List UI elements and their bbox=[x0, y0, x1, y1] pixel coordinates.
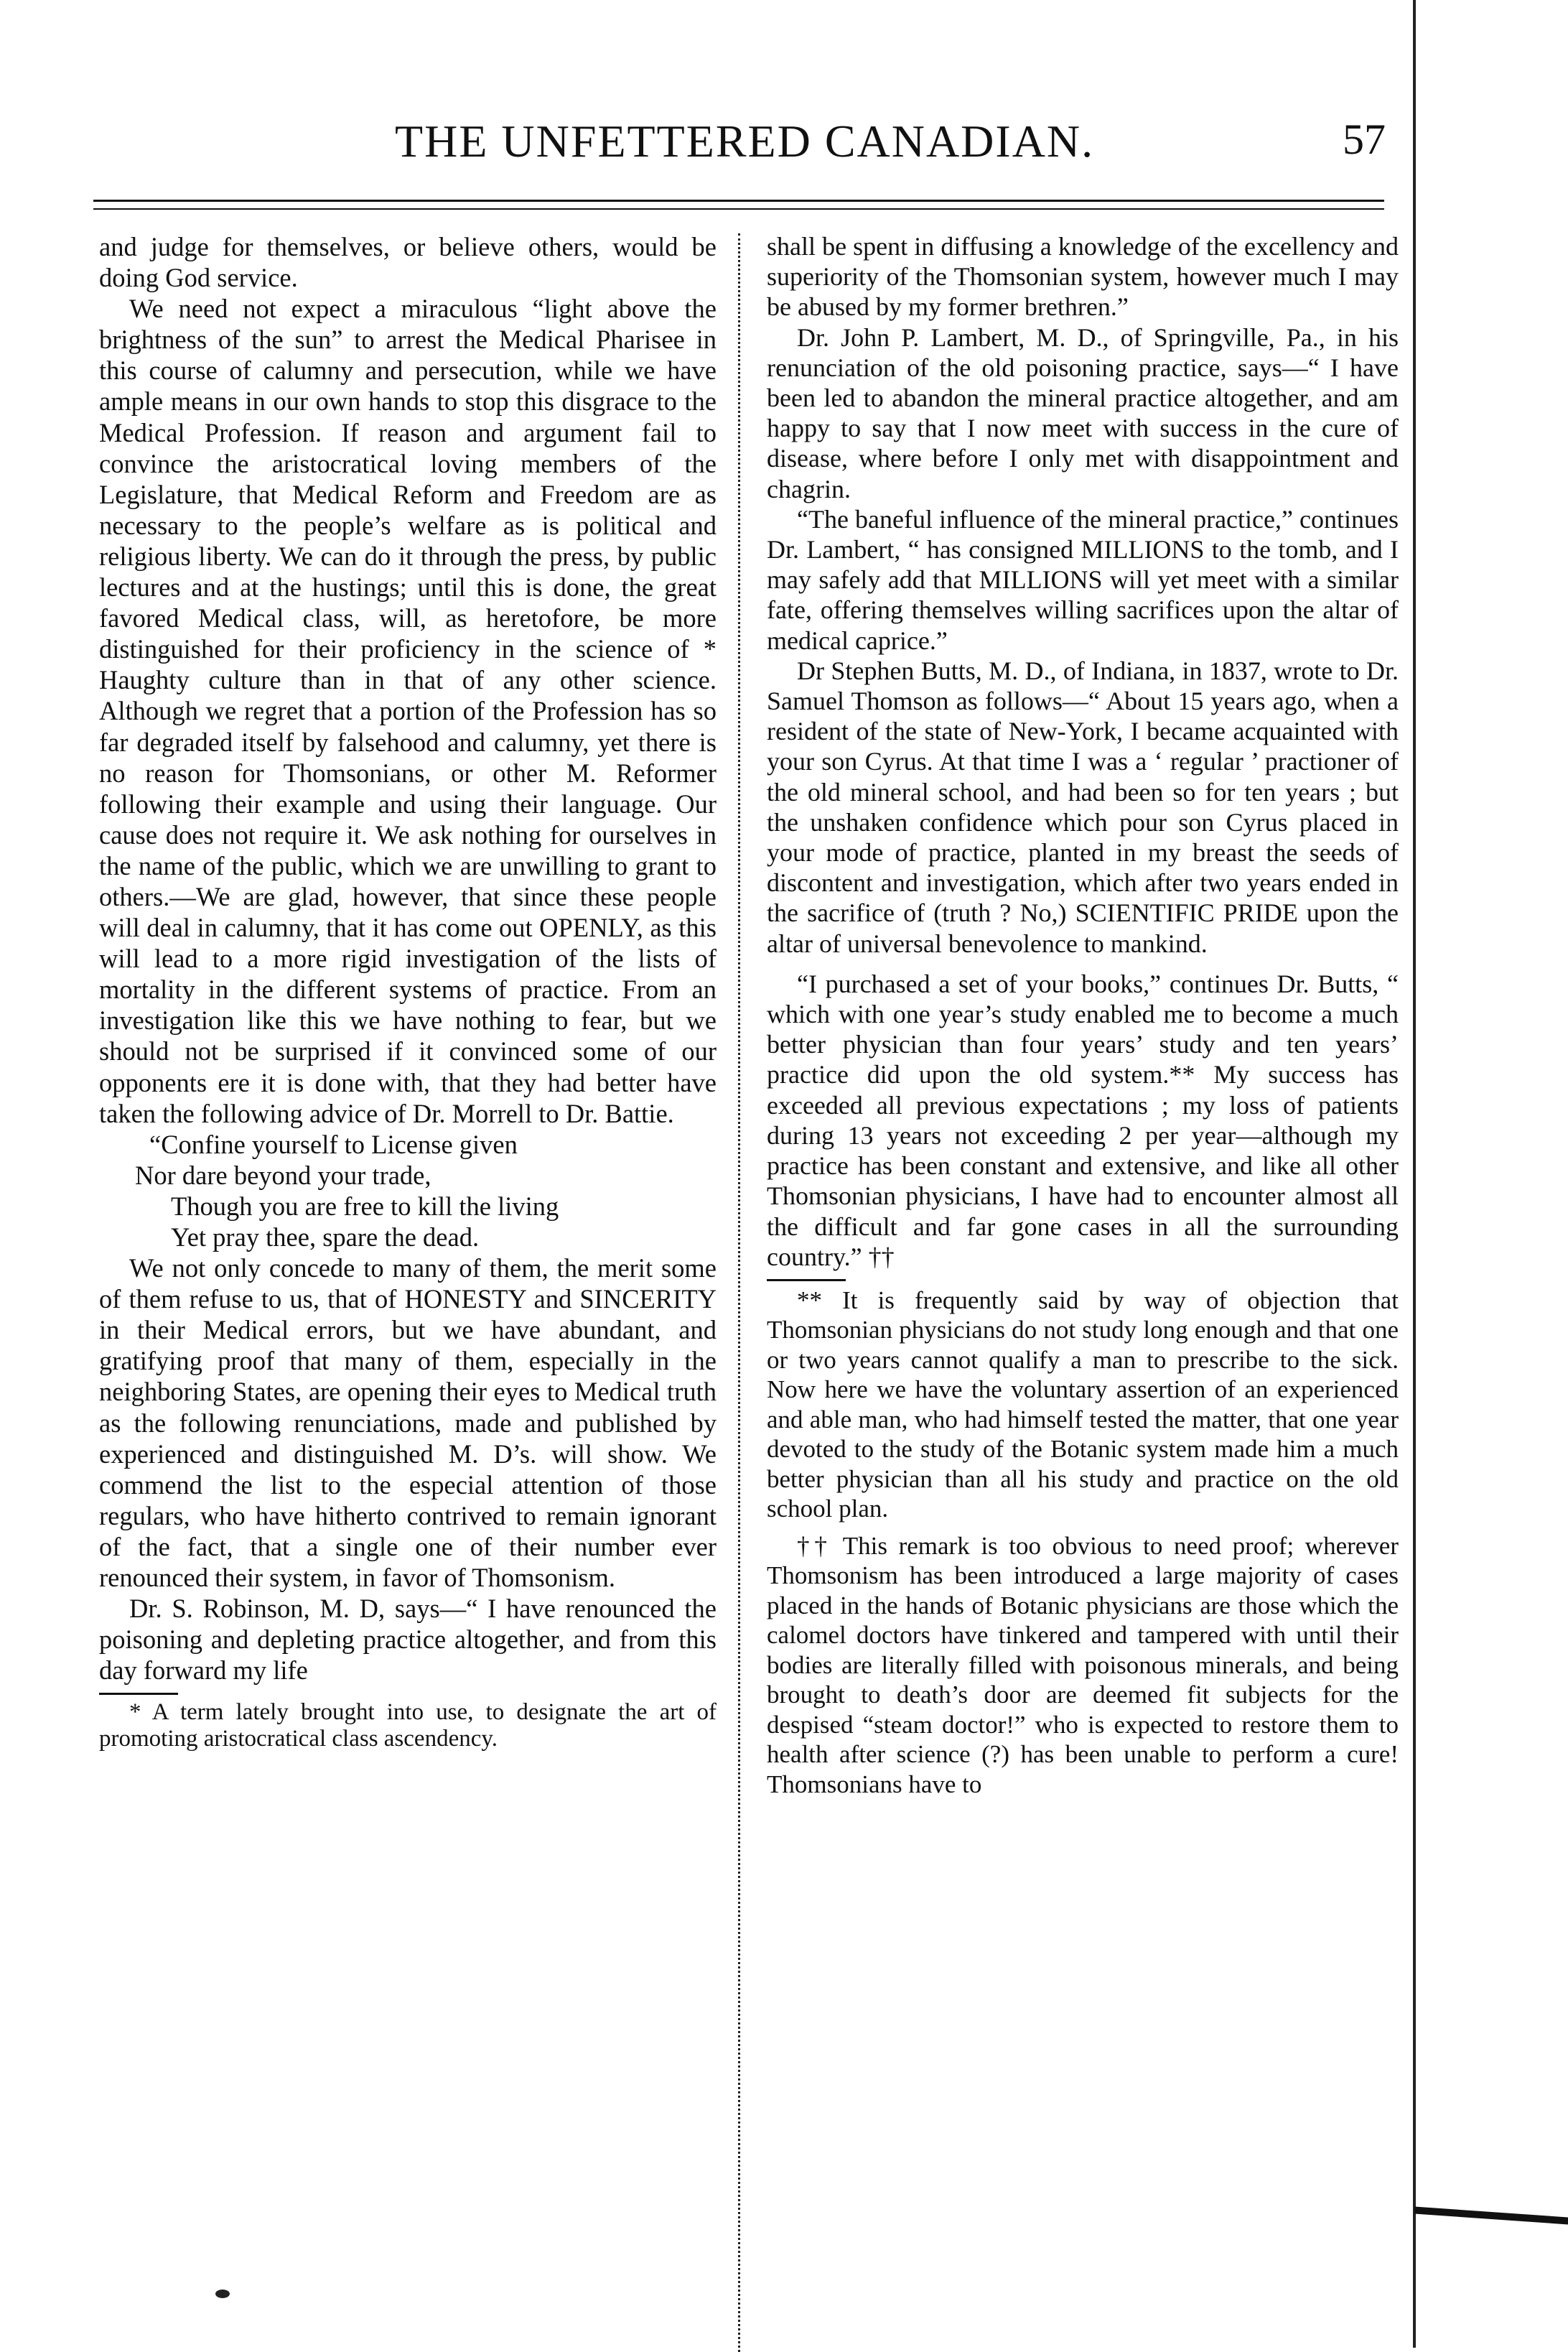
footnote: * A term lately brought into use, to designate the art of promoting aristocratical class ascendency. bbox=[99, 1699, 717, 1752]
header-rule-top bbox=[93, 200, 1384, 202]
note-double-dagger: †† This remark is too obvious to need proof; wherever Thomsonism has been introduced a large majority of cases placed in the hands of Botanic physicians are those which the calomel doctors have tinkered and tampered with until their bodies are literally filled with poisonous minerals, and being brought to death’s door are deemed fit subjects for the despised “steam doctor!” who is expected to restore them to health after science (?) has been unable to perform a cure! Thomsonians have to bbox=[767, 1531, 1399, 1798]
right-column bbox=[767, 231, 1399, 1799]
left-paragraph-3: We not only concede to many of them, the merit some of them refuse to us, that of HONESTY and SINCERITY in their Medical errors, but we have abundant, and gratifying proof that many of them, especially in the neighboring States, are opening their eyes to Medical truth as the following renunciations, made and published by experienced and distinguished M. D’s. will show. We commend the list to the especial attention of those regulars, who have hitherto contrived to remain ignorant of the fact, that a single one of their number ever renounced their system, in favor of Thomsonism. bbox=[99, 1253, 717, 1593]
right-paragraph-3: “The baneful influence of the mineral practice,” continues Dr. Lambert, “ has consigned MILLIONS to the tomb, and I may safely add that MILLIONS will yet meet with a similar fate, offering themselves willing sacrifices upon the altar of medical caprice.” bbox=[767, 504, 1399, 655]
page-number: 57 bbox=[1343, 116, 1386, 163]
footnote-rule bbox=[99, 1693, 178, 1695]
header-rule-bottom bbox=[93, 208, 1384, 210]
right-paragraph-4: Dr Stephen Butts, M. D., of Indiana, in 1837, wrote to Dr. Samuel Thomson as follows—“ About 15 years ago, when a resident of the state of New-York, I became acquainted with your son Cyrus. At that time I was a ‘ regular ’ practioner of the old mineral school, and had been so for ten years ; but the unshaken confidence which pour son Cyrus placed in your mode of practice, planted in my breast the seeds of discontent and investigation, which after two years ended in the sacrifice of (truth ? No,) SCIENTIFIC PRIDE upon the altar of universal benevolence to mankind. bbox=[767, 656, 1399, 958]
running-title: THE UNFETTERED CANADIAN. bbox=[395, 116, 1095, 167]
note-double-star: ** It is frequently said by way of objection that Thomsonian physicians do not study long enough and that one or two years cannot qualify a man to prescribe to the sick. Now here we have the voluntary assertion of an experienced and able man, who had himself tested the matter, that one year devoted to the study of the Botanic system made him a much better physician than all his study and practice on the old school plan. bbox=[767, 1286, 1399, 1523]
page-corner-fold bbox=[1414, 2207, 1568, 2268]
left-paragraph-2: We need not expect a miraculous “light above the brightness of the sun” to arrest the Medical Pharisee in this course of calumny and persecution, while we have ample means in our own hands to stop this disgrace to the Medical Profession. If reason and argument fail to convince the aristocratical loving members of the Legislature, that Medical Reform and Freedom are as necessary to the people’s welfare as is political and religious liberty. We can do it through the press, by public lectures and at the hustings; until this is done, the great favored Medical class, will, as heretofore, be more distinguished for their proficiency in the science of * Haughty culture than in that of any other science. Although we regret that a portion of the Profession has so far degraded itself by falsehood and calumny, yet there is no reason for Thomsonians, or other M. Reformer following their example and using their language. Our cause does not require it. We ask nothing for ourselves in the name of the public, which we are unwilling to grant to others.—We are glad, however, that since these people will deal in calumny, that it has come out OPENLY, as this will lead to a more rigid investigation of the lists of mortality in the different systems of practice. From an investigation like this we have nothing to fear, but we should not be surprised if it convinced some of our opponents ere it is done with, that they had better have taken the following advice of Dr. Morrell to Dr. Battie. bbox=[99, 294, 717, 1128]
verse-line: Yet pray thee, spare the dead. bbox=[171, 1222, 480, 1252]
verse-line: Nor dare beyond your trade, bbox=[135, 1160, 431, 1190]
left-column bbox=[99, 231, 717, 1752]
left-paragraph-1: and judge for themselves, or believe others, would be doing God service. bbox=[99, 232, 717, 293]
right-paragraph-1: shall be spent in diffusing a knowledge of the excellency and superiority of the Thomsonian system, however much I may be abused by my former brethren.” bbox=[767, 232, 1399, 322]
page-edge-line bbox=[1413, 0, 1416, 2348]
verse-line: “Confine yourself to License given bbox=[149, 1129, 518, 1159]
note-rule bbox=[767, 1279, 846, 1281]
ink-mark bbox=[215, 2290, 230, 2298]
verse-line: Though you are free to kill the living bbox=[171, 1191, 559, 1221]
left-paragraph-4: Dr. S. Robinson, M. D, says—“ I have renounced the poisoning and depleting practice altogether, and from this day forward my life bbox=[99, 1594, 717, 1686]
right-paragraph-5: “I purchased a set of your books,” continues Dr. Butts, “ which with one year’s study enabled me to become a much better physician than four years’ study and ten years’ practice did upon the old system.** My success has exceeded all previous expectations ; my loss of patients during 13 years not exceeding 2 per year—although my practice has been constant and extensive, and like all other Thomsonian physicians, I have had to encounter almost all the difficult and far gone cases in all the surrounding country.” †† bbox=[767, 969, 1399, 1271]
page-header bbox=[93, 115, 1386, 194]
right-paragraph-2: Dr. John P. Lambert, M. D., of Springville, Pa., in his renunciation of the old poisoning practice, says—“ I have been led to abandon the mineral practice altogether, and am happy to say that I now meet with success in the cure of disease, where before I only met with disappointment and chagrin. bbox=[767, 322, 1399, 503]
column-separator bbox=[738, 233, 750, 2352]
verse-quote bbox=[99, 1129, 717, 1252]
